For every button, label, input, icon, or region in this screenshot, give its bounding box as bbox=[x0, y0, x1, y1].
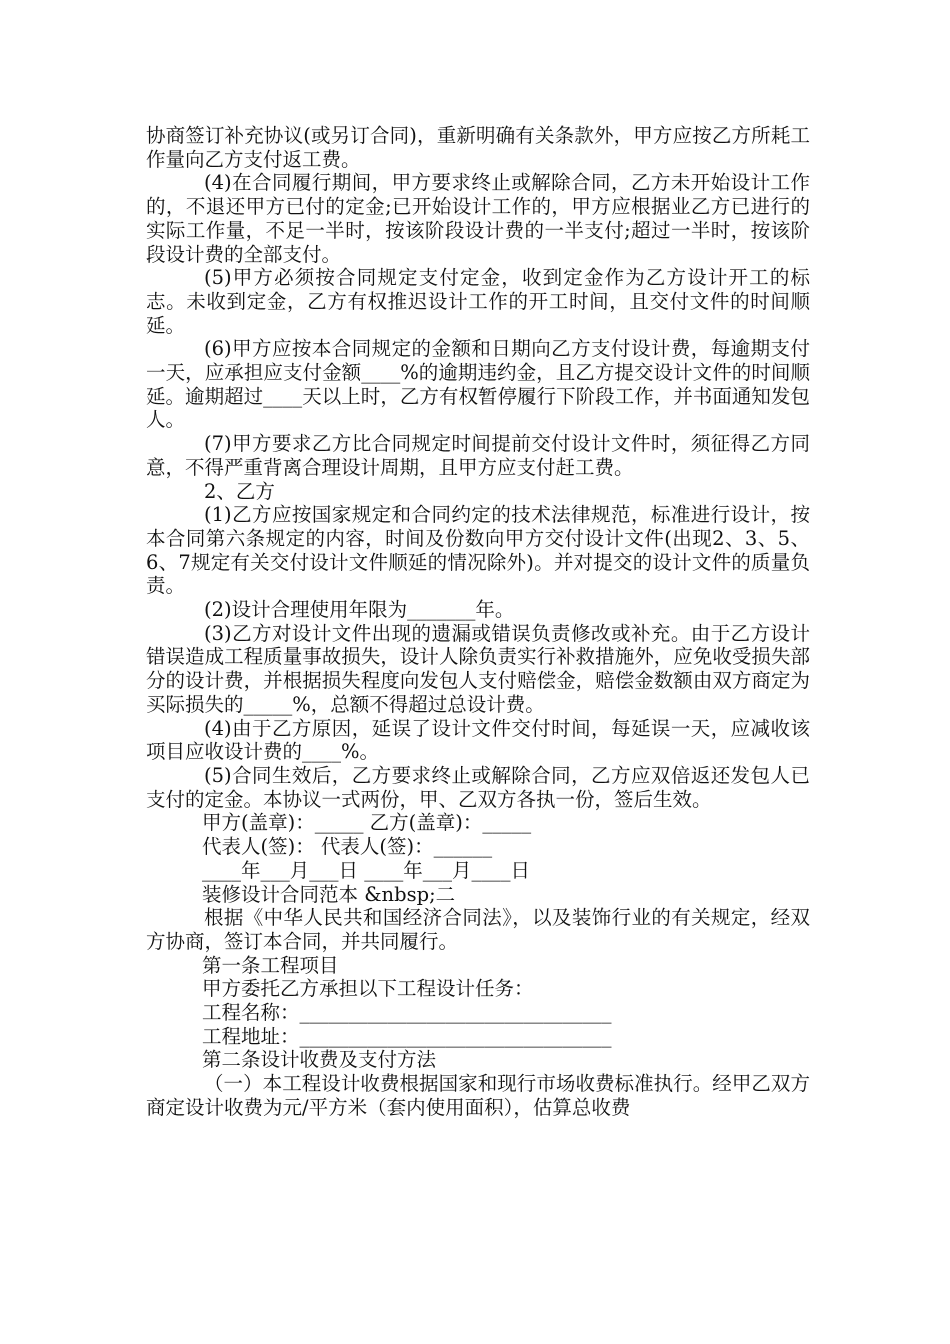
paragraph-clause-5: (5)甲方必须按合同规定支付定金，收到定金作为乙方设计开工的标志。未收到定金，乙方有权推迟设计工作的开工时间，且交付文件的时间顺延。 bbox=[146, 266, 810, 337]
paragraph-b-clause-5: (5)合同生效后，乙方要求终止或解除合同，乙方应双倍返还发包人已支付的定金。本协议一式两份，甲、乙双方各执一份，签后生效。 bbox=[146, 763, 810, 811]
paragraph-b-clause-1: (1)乙方应按国家规定和合同约定的技术法律规范，标准进行设计，按本合同第六条规定的内容，时间及份数向甲方交付设计文件(出现2、3、5、6、7规定有关交付设计文件顺延的情况除外)。并对提交的设计文件的质量负责。 bbox=[146, 503, 810, 598]
signature-date-line: ____年___月___日 ____年___月____日 bbox=[202, 858, 530, 882]
signature-seal-line: 甲方(盖章)：_____ 乙方(盖章)：_____ bbox=[202, 811, 532, 835]
template-title: 装修设计合同范本 &nbsp;二 bbox=[202, 882, 456, 906]
document-body bbox=[146, 124, 810, 1120]
paragraph-b-clause-2: (2)设计合理使用年限为_______年。 bbox=[204, 598, 515, 622]
project-name-field: 工程名称：________________________________ bbox=[202, 1001, 612, 1025]
project-address-field: 工程地址：________________________________ bbox=[202, 1024, 612, 1048]
signature-representative-line: 代表人(签)： 代表人(签)：______ bbox=[202, 835, 493, 859]
paragraph-clause-6: (6)甲方应按本合同规定的金额和日期向乙方支付设计费，每逾期支付一天，应承担应支付金额____%的逾期违约金，且乙方提交设计文件的时间顺延。逾期超过____天以上时，乙方有权暂停履行下阶段工作，并书面通知发包人。 bbox=[146, 337, 810, 432]
paragraph-preamble: 根据《中华人民共和国经济合同法》，以及装饰行业的有关规定，经双方协商，签订本合同，并共同履行。 bbox=[146, 906, 810, 953]
paragraph-clause-7: (7)甲方要求乙方比合同规定时间提前交付设计文件时，须征得乙方同意，不得严重背离合理设计周期，且甲方应支付赶工费。 bbox=[146, 432, 810, 479]
article-2-heading: 第二条设计收费及支付方法 bbox=[202, 1048, 437, 1072]
article-1-heading: 第一条工程项目 bbox=[202, 953, 339, 977]
section-heading-party-b: 2、乙方 bbox=[204, 479, 275, 503]
paragraph-clause-4: (4)在合同履行期间，甲方要求终止或解除合同，乙方未开始设计工作的，不退还甲方已付的定金;已开始设计工作的，甲方应根据业乙方已进行的实际工作量，不足一半时，按该阶段设计费的一半支付;超过一半时，按该阶段设计费的全部支付。 bbox=[146, 171, 810, 266]
paragraph-continuation: 协商签订补充协议(或另订合同)，重新明确有关条款外，甲方应按乙方所耗工作量向乙方支付返工费。 bbox=[146, 124, 810, 171]
paragraph-b-clause-3: (3)乙方对设计文件出现的遗漏或错误负责修改或补充。由于乙方设计错误造成工程质量事故损失，设计人除负责实行补救措施外，应免收受损失部分的设计费，并根据损失程度向发包人支付赔偿金，赔偿金数额由双方商定为买际损失的_____%，总额不得超过总设计费。 bbox=[146, 621, 810, 716]
paragraph-commission: 甲方委托乙方承担以下工程设计任务： bbox=[202, 977, 534, 1001]
paragraph-fee-1: （一）本工程设计收费根据国家和现行市场收费标准执行。经甲乙双方商定设计收费为元/平方米（套内使用面积），估算总收费 bbox=[146, 1072, 810, 1119]
paragraph-b-clause-4: (4)由于乙方原因，延误了设计文件交付时间，每延误一天，应减收该项目应收设计费的____%。 bbox=[146, 716, 810, 764]
